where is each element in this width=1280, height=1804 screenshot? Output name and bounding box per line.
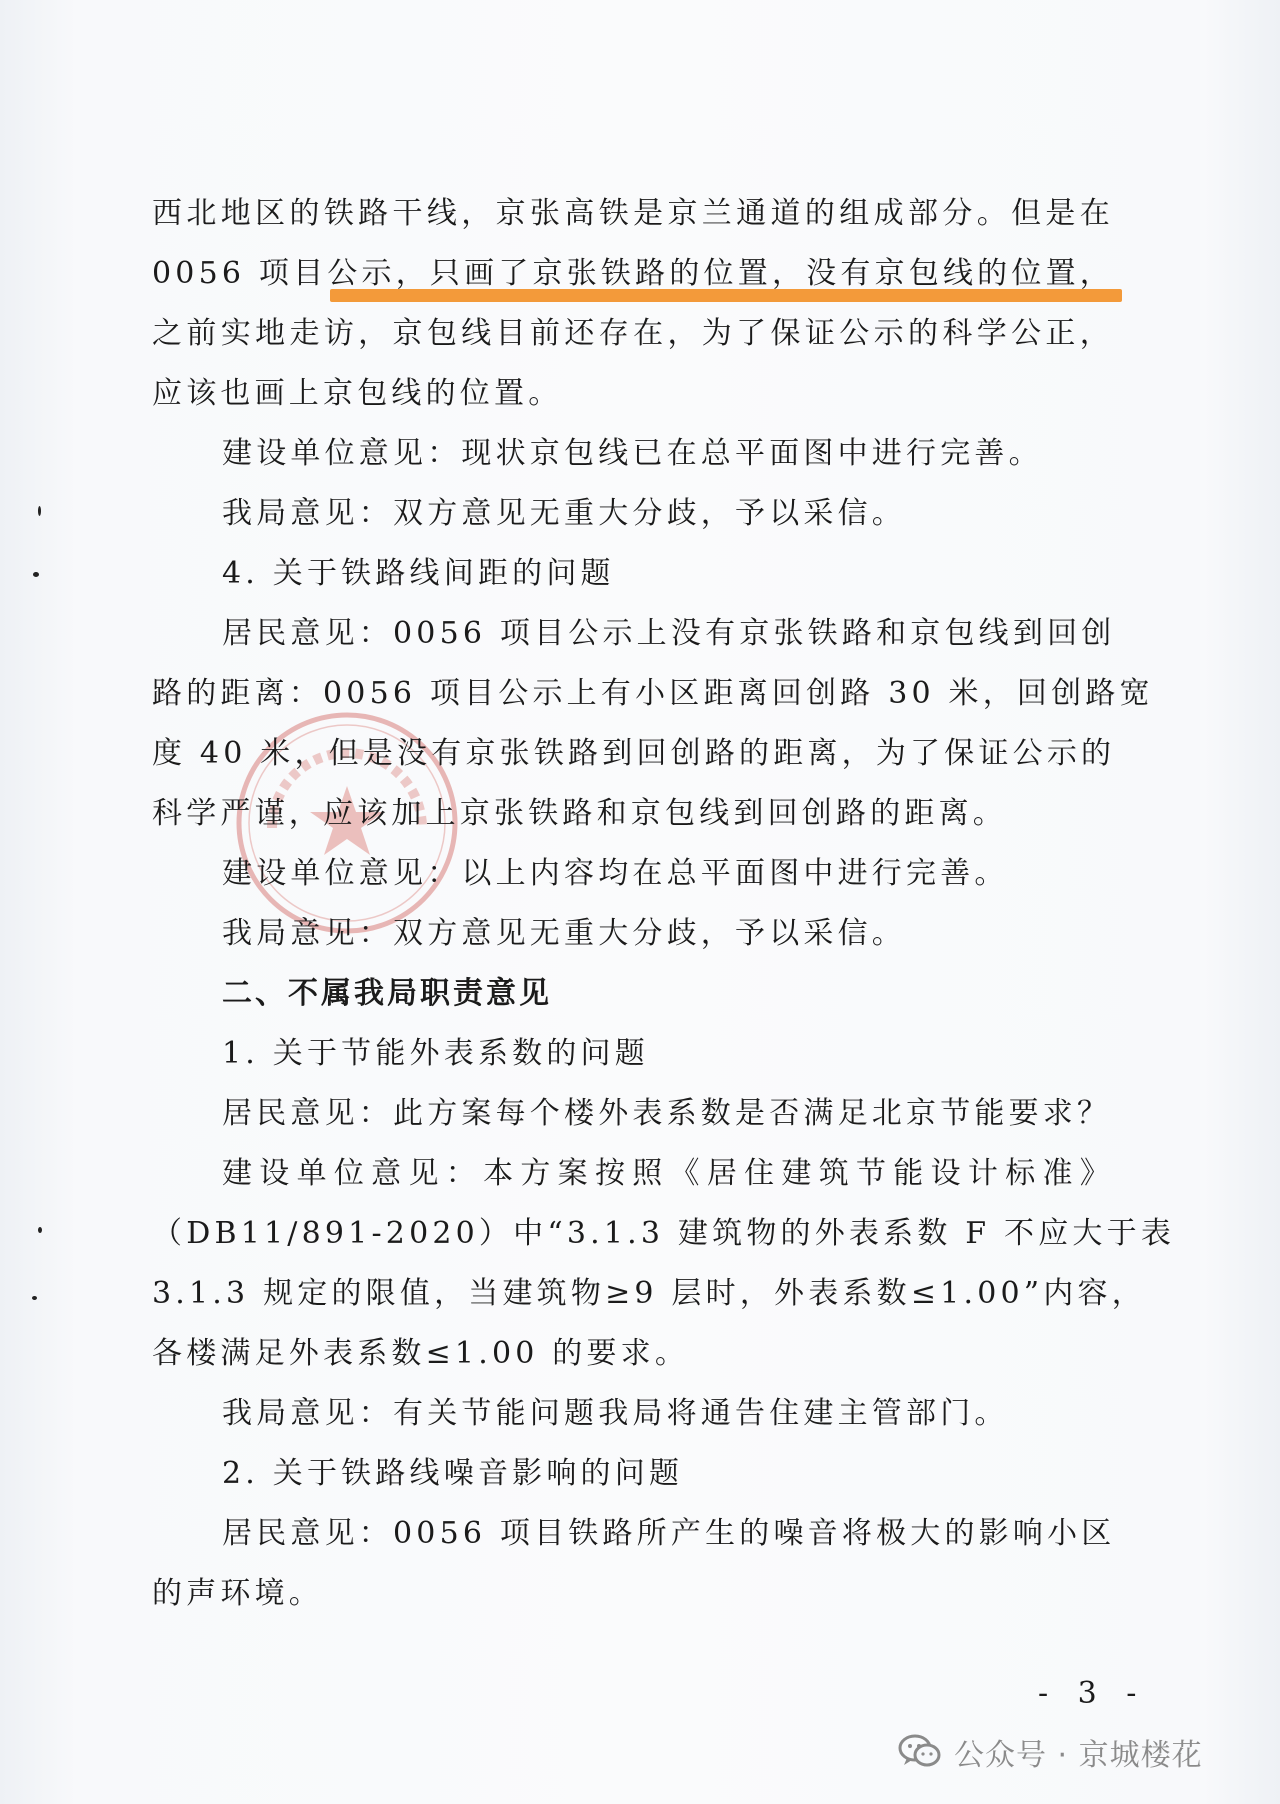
builder-opinion-2-1-line-2: （DB11/891-2020）中“3.1.3 建筑物的外表系数 F 不应大于表 [152,1216,1176,1251]
resident-opinion-2-1: 居民意见：此方案每个楼外表系数是否满足北京节能要求？ [222,1096,1112,1131]
scan-speck [38,506,41,516]
bureau-opinion-4: 我局意见：双方意见无重大分歧，予以采信。 [222,916,906,951]
section-item-4: 4. 关于铁路线间距的问题 [222,556,615,591]
section-2-item-2: 2. 关于铁路线噪音影响的问题 [222,1456,684,1491]
scan-speck [33,572,39,577]
body-line-1: 西北地区的铁路干线，京张高铁是京兰通道的组成部分。但是在 [152,196,1114,231]
body-line-3: 之前实地走访，京包线目前还存在，为了保证公示的科学公正， [152,316,1114,351]
builder-opinion-2-1-line-1: 建设单位意见：本方案按照《居住建筑节能设计标准》 [222,1156,1114,1191]
section-2-item-1: 1. 关于节能外表系数的问题 [222,1036,649,1071]
builder-opinion-4: 建设单位意见：以上内容均在总平面图中进行完善。 [222,856,1009,891]
builder-opinion-1: 建设单位意见：现状京包线已在总平面图中进行完善。 [222,436,1043,471]
body-line-2: 0056 项目公示，只画了京张铁路的位置，没有京包线的位置， [152,256,1114,291]
scan-speck [32,1296,37,1300]
resident-opinion-4-line-3: 度 40 米，但是没有京张铁路到回创路的距离，为了保证公示的 [152,736,1116,771]
resident-opinion-4-line-1: 居民意见：0056 项目公示上没有京张铁路和京包线到回创 [222,616,1116,651]
watermark [898,1727,1203,1777]
wechat-icon [898,1733,942,1771]
resident-opinion-2-2-line-1: 居民意见：0056 项目铁路所产生的噪音将极大的影响小区 [222,1516,1116,1551]
section-heading-2: 二、不属我局职责意见 [222,976,552,1011]
scan-speck [38,1227,42,1233]
resident-opinion-4-line-2: 路的距离：0056 项目公示上有小区距离回创路 30 米，回创路宽 [152,676,1154,711]
builder-opinion-2-1-line-4: 各楼满足外表系数≤1.00 的要求。 [152,1336,690,1371]
watermark-text: 公众号 · 京城楼花 [954,1738,1203,1773]
resident-opinion-2-2-line-2: 的声环境。 [152,1576,323,1611]
page-number: - 3 - [1038,1676,1147,1711]
builder-opinion-2-1-line-3: 3.1.3 规定的限值，当建筑物≥9 层时，外表系数≤1.00”内容， [152,1276,1146,1311]
bureau-opinion-2-1: 我局意见：有关节能问题我局将通告住建主管部门。 [222,1396,1009,1431]
body-line-4: 应该也画上京包线的位置。 [152,376,563,411]
bureau-opinion-1: 我局意见：双方意见无重大分歧，予以采信。 [222,496,906,531]
resident-opinion-4-line-4: 科学严谨，应该加上京张铁路和京包线到回创路的距离。 [152,796,1007,831]
